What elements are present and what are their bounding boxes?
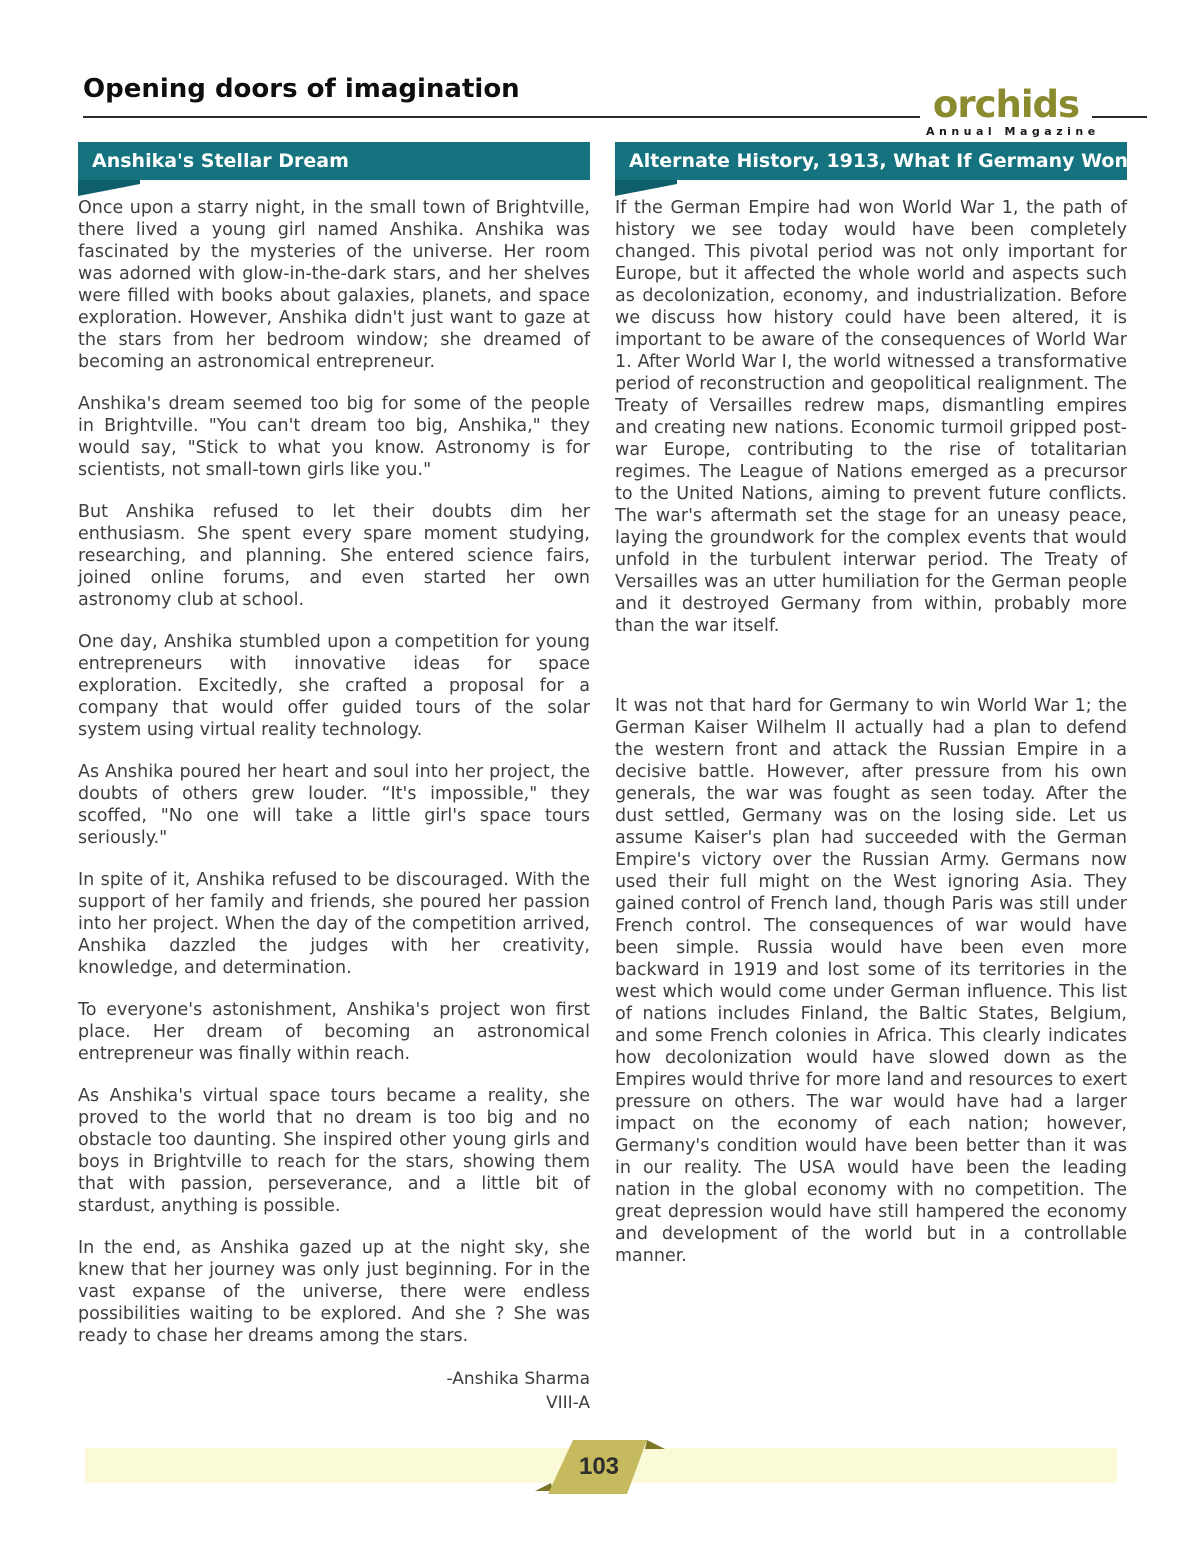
article-left-banner-label: Anshika's Stellar Dream	[92, 150, 349, 172]
orchids-logo	[920, 83, 1100, 138]
article-right-banner-label: Alternate History, 1913, What If Germany Won WWI	[629, 150, 1184, 172]
signature-class: VIII-A	[545, 1393, 590, 1413]
article-columns	[78, 142, 1184, 1415]
page-number: 103	[578, 1453, 620, 1480]
paragraph: In spite of it, Anshika refused to be discouraged. With the support of her family and friends, she poured her passion into her project. When the day of the competition arrived, Anshika dazzled the judges with her creativity, knowledge, and determination.	[78, 870, 590, 978]
paragraph: If the German Empire had won World War 1, the path of history we see today would have been completely changed. This pivotal period was not only important for Europe, but it affected the whole world and aspects such as decolonization, economy, and industrialization. Before we discuss how history could have been altered, it is important to be aware of the consequences of World War 1. After World War I, the world witnessed a transformative period of reconstruction and geopolitical realignment. The Treaty of Versailles redrew maps, dismantling empires and creating new nations. Economic turmoil gripped post-war Europe, contributing to the rise of totalitarian regimes. The League of Nations emerged as a precursor to the United Nations, aiming to prevent future conflicts. The war's aftermath set the stage for an uneasy peace, laying the groundwork for the complex events that would unfold in the turbulent interwar period. The Treaty of Versailles was an utter humiliation for the German people and it destroyed Germany from within, probably more than the war itself.	[615, 198, 1127, 636]
paragraph: Anshika's dream seemed too big for some of the people in Brightville. "You can't dream too big, Anshika," they would say, "Stick to what you know. Astronomy is for scientists, not small-town girls like you."	[78, 394, 590, 480]
ribbon-top-fold	[645, 1440, 665, 1449]
article-left	[78, 142, 590, 1415]
paragraph: In the end, as Anshika gazed up at the night sky, she knew that her journey was only just beginning. For in the vast expanse of the universe, there were endless possibilities waiting to be explored. And she ? She was ready to chase her dreams among the stars.	[78, 1238, 590, 1346]
paragraph: One day, Anshika stumbled upon a competition for young entrepreneurs with innovative ideas for space exploration. Excitedly, she crafted a proposal for a company that would offer guided tours of the solar system using virtual reality technology.	[78, 632, 590, 740]
ribbon-fold	[78, 180, 140, 196]
signature-author: -Anshika Sharma	[446, 1369, 590, 1389]
signature-block	[78, 1367, 590, 1415]
page-title: Opening doors of imagination	[83, 74, 520, 104]
article-right-banner	[615, 142, 1184, 180]
paragraph: To everyone's astonishment, Anshika's project won first place. Her dream of becoming an astronomical entrepreneur was finally within reach.	[78, 1000, 590, 1064]
article-left-body	[78, 197, 590, 1347]
orchids-logo-subtitle: Annual Magazine	[926, 125, 1100, 138]
paragraph: As Anshika's virtual space tours became a reality, she proved to the world that no dream is too big and no obstacle too daunting. She inspired other young girls and boys in Brightville to reach for the stars, showing them that with passion, perseverance, and a little bit of stardust, anything is possible.	[78, 1086, 590, 1216]
ribbon-fold	[615, 180, 677, 196]
article-right-body	[615, 197, 1127, 1267]
paragraph: Once upon a starry night, in the small town of Brightville, there lived a young girl named Anshika. Anshika was fascinated by the mysteries of the universe. Her room was adorned with glow-in-the-dark stars, and her shelves were filled with books about galaxies, planets, and space exploration. However, Anshika didn't just want to gaze at the stars from her bedroom window; she dreamed of becoming an astronomical entrepreneur.	[78, 198, 590, 372]
article-right	[615, 142, 1184, 1415]
paragraph: It was not that hard for Germany to win World War 1; the German Kaiser Wilhelm II actually had a plan to defend the western front and attack the Russian Empire in a decisive battle. However, after pressure from his own generals, the war was fought as seen today. After the dust settled, Germany was on the losing side. Let us assume Kaiser's plan had succeeded with the German Empire's victory over the Russian Army. Germans now used their full might on the West ignoring Asia. They gained control of French land, though Paris was still under French control. The consequences of war would have been simple. Russia would have been even more backward in 1919 and lost some of its territories in the west which would come under German influence. This list of nations includes Finland, the Baltic States, Belgium, and some French colonies in Africa. This clearly indicates how decolonization would have slowed down as the Empires would thrive for more land and resources to exert pressure on others. The war would have had a larger impact on the economy of each nation; however, Germany's condition would have been better than it was in our reality. The USA would have been the leading nation in the global economy with no competition. The great depression would have still hampered the economy and development of the world but in a controllable manner.	[615, 696, 1127, 1266]
paragraph: As Anshika poured her heart and soul into her project, the doubts of others grew louder. “It's impossible," they scoffed, "No one will take a little girl's space tours seriously."	[78, 762, 590, 848]
article-left-banner	[78, 142, 590, 180]
orchids-logo-word: orchids	[932, 83, 1080, 126]
paragraph: But Anshika refused to let their doubts dim her enthusiasm. She spent every spare moment studying, researching, and planning. She entered science fairs, joined online forums, and even started her own astronomy club at school.	[78, 502, 590, 610]
